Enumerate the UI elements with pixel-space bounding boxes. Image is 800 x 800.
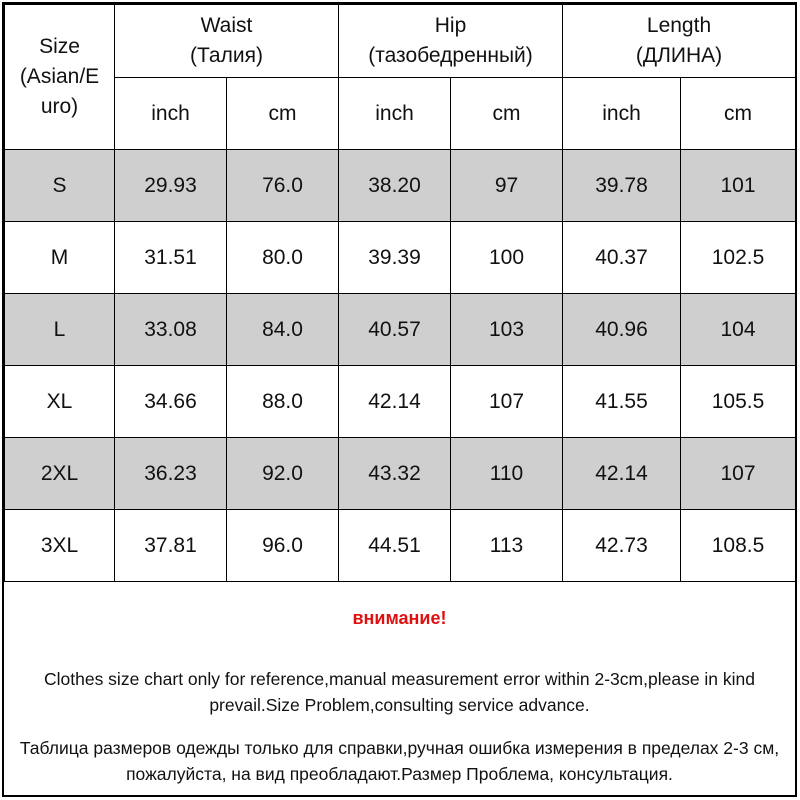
table-row	[5, 294, 796, 366]
size-header-line: uro)	[40, 95, 79, 118]
group-title-ru: (ДЛИНА)	[635, 44, 723, 67]
unit-header: cm	[681, 78, 796, 150]
header-row-groups	[5, 5, 796, 78]
unit-header: cm	[227, 78, 339, 150]
value-cell: 108.5	[681, 510, 796, 582]
value-cell: 39.39	[339, 222, 451, 294]
unit-header: inch	[563, 78, 681, 150]
group-title-ru: (тазобедренный)	[368, 44, 533, 67]
value-cell: 31.51	[115, 222, 227, 294]
table-row	[5, 510, 796, 582]
value-cell: 43.32	[339, 438, 451, 510]
table-row	[5, 366, 796, 438]
value-cell: 42.14	[563, 438, 681, 510]
value-cell: 42.14	[339, 366, 451, 438]
value-cell: 88.0	[227, 366, 339, 438]
group-title: Length	[646, 14, 712, 37]
russian-note: Таблица размеров одежды только для справки,ручная ошибка измерения в пределах 2-3 см, пожалуйста, на вид преобладают.Размер Проблема, консультация.	[19, 738, 780, 784]
size-cell: L	[5, 294, 115, 366]
value-cell: 42.73	[563, 510, 681, 582]
value-cell: 104	[681, 294, 796, 366]
value-cell: 38.20	[339, 150, 451, 222]
size-cell: M	[5, 222, 115, 294]
size-header-cell	[5, 5, 115, 150]
value-cell: 97	[451, 150, 563, 222]
value-cell: 40.57	[339, 294, 451, 366]
value-cell: 40.37	[563, 222, 681, 294]
size-cell: 3XL	[5, 510, 115, 582]
value-cell: 96.0	[227, 510, 339, 582]
value-cell: 107	[681, 438, 796, 510]
value-cell: 92.0	[227, 438, 339, 510]
length-header	[563, 5, 796, 78]
value-cell: 33.08	[115, 294, 227, 366]
value-cell: 102.5	[681, 222, 796, 294]
value-cell: 105.5	[681, 366, 796, 438]
unit-header: inch	[339, 78, 451, 150]
value-cell: 101	[681, 150, 796, 222]
header-row-units	[5, 78, 796, 150]
group-title: Waist	[200, 14, 253, 37]
value-cell: 34.66	[115, 366, 227, 438]
table-row	[5, 222, 796, 294]
size-cell: 2XL	[5, 438, 115, 510]
value-cell: 36.23	[115, 438, 227, 510]
value-cell: 29.93	[115, 150, 227, 222]
size-cell: S	[5, 150, 115, 222]
notes-section	[4, 582, 795, 795]
size-cell: XL	[5, 366, 115, 438]
value-cell: 40.96	[563, 294, 681, 366]
value-cell: 41.55	[563, 366, 681, 438]
value-cell: 37.81	[115, 510, 227, 582]
value-cell: 107	[451, 366, 563, 438]
value-cell: 110	[451, 438, 563, 510]
group-title-ru: (Талия)	[190, 44, 263, 67]
value-cell: 44.51	[339, 510, 451, 582]
unit-header: inch	[115, 78, 227, 150]
size-header-line: Size	[39, 35, 80, 58]
value-cell: 100	[451, 222, 563, 294]
hip-header	[339, 5, 563, 78]
group-title: Hip	[434, 14, 467, 37]
table-row	[5, 150, 796, 222]
warning-text: внимание!	[352, 608, 447, 628]
waist-header	[115, 5, 339, 78]
size-chart	[2, 2, 797, 797]
value-cell: 39.78	[563, 150, 681, 222]
value-cell: 113	[451, 510, 563, 582]
table-row	[5, 438, 796, 510]
value-cell: 84.0	[227, 294, 339, 366]
size-table	[4, 4, 796, 582]
size-header-line: (Asian/E	[19, 65, 100, 88]
value-cell: 76.0	[227, 150, 339, 222]
value-cell: 80.0	[227, 222, 339, 294]
english-note: Clothes size chart only for reference,manual measurement error within 2-3cm,please in kind prevail.Size Problem,consulting service advance.	[43, 669, 755, 715]
unit-header: cm	[451, 78, 563, 150]
value-cell: 103	[451, 294, 563, 366]
